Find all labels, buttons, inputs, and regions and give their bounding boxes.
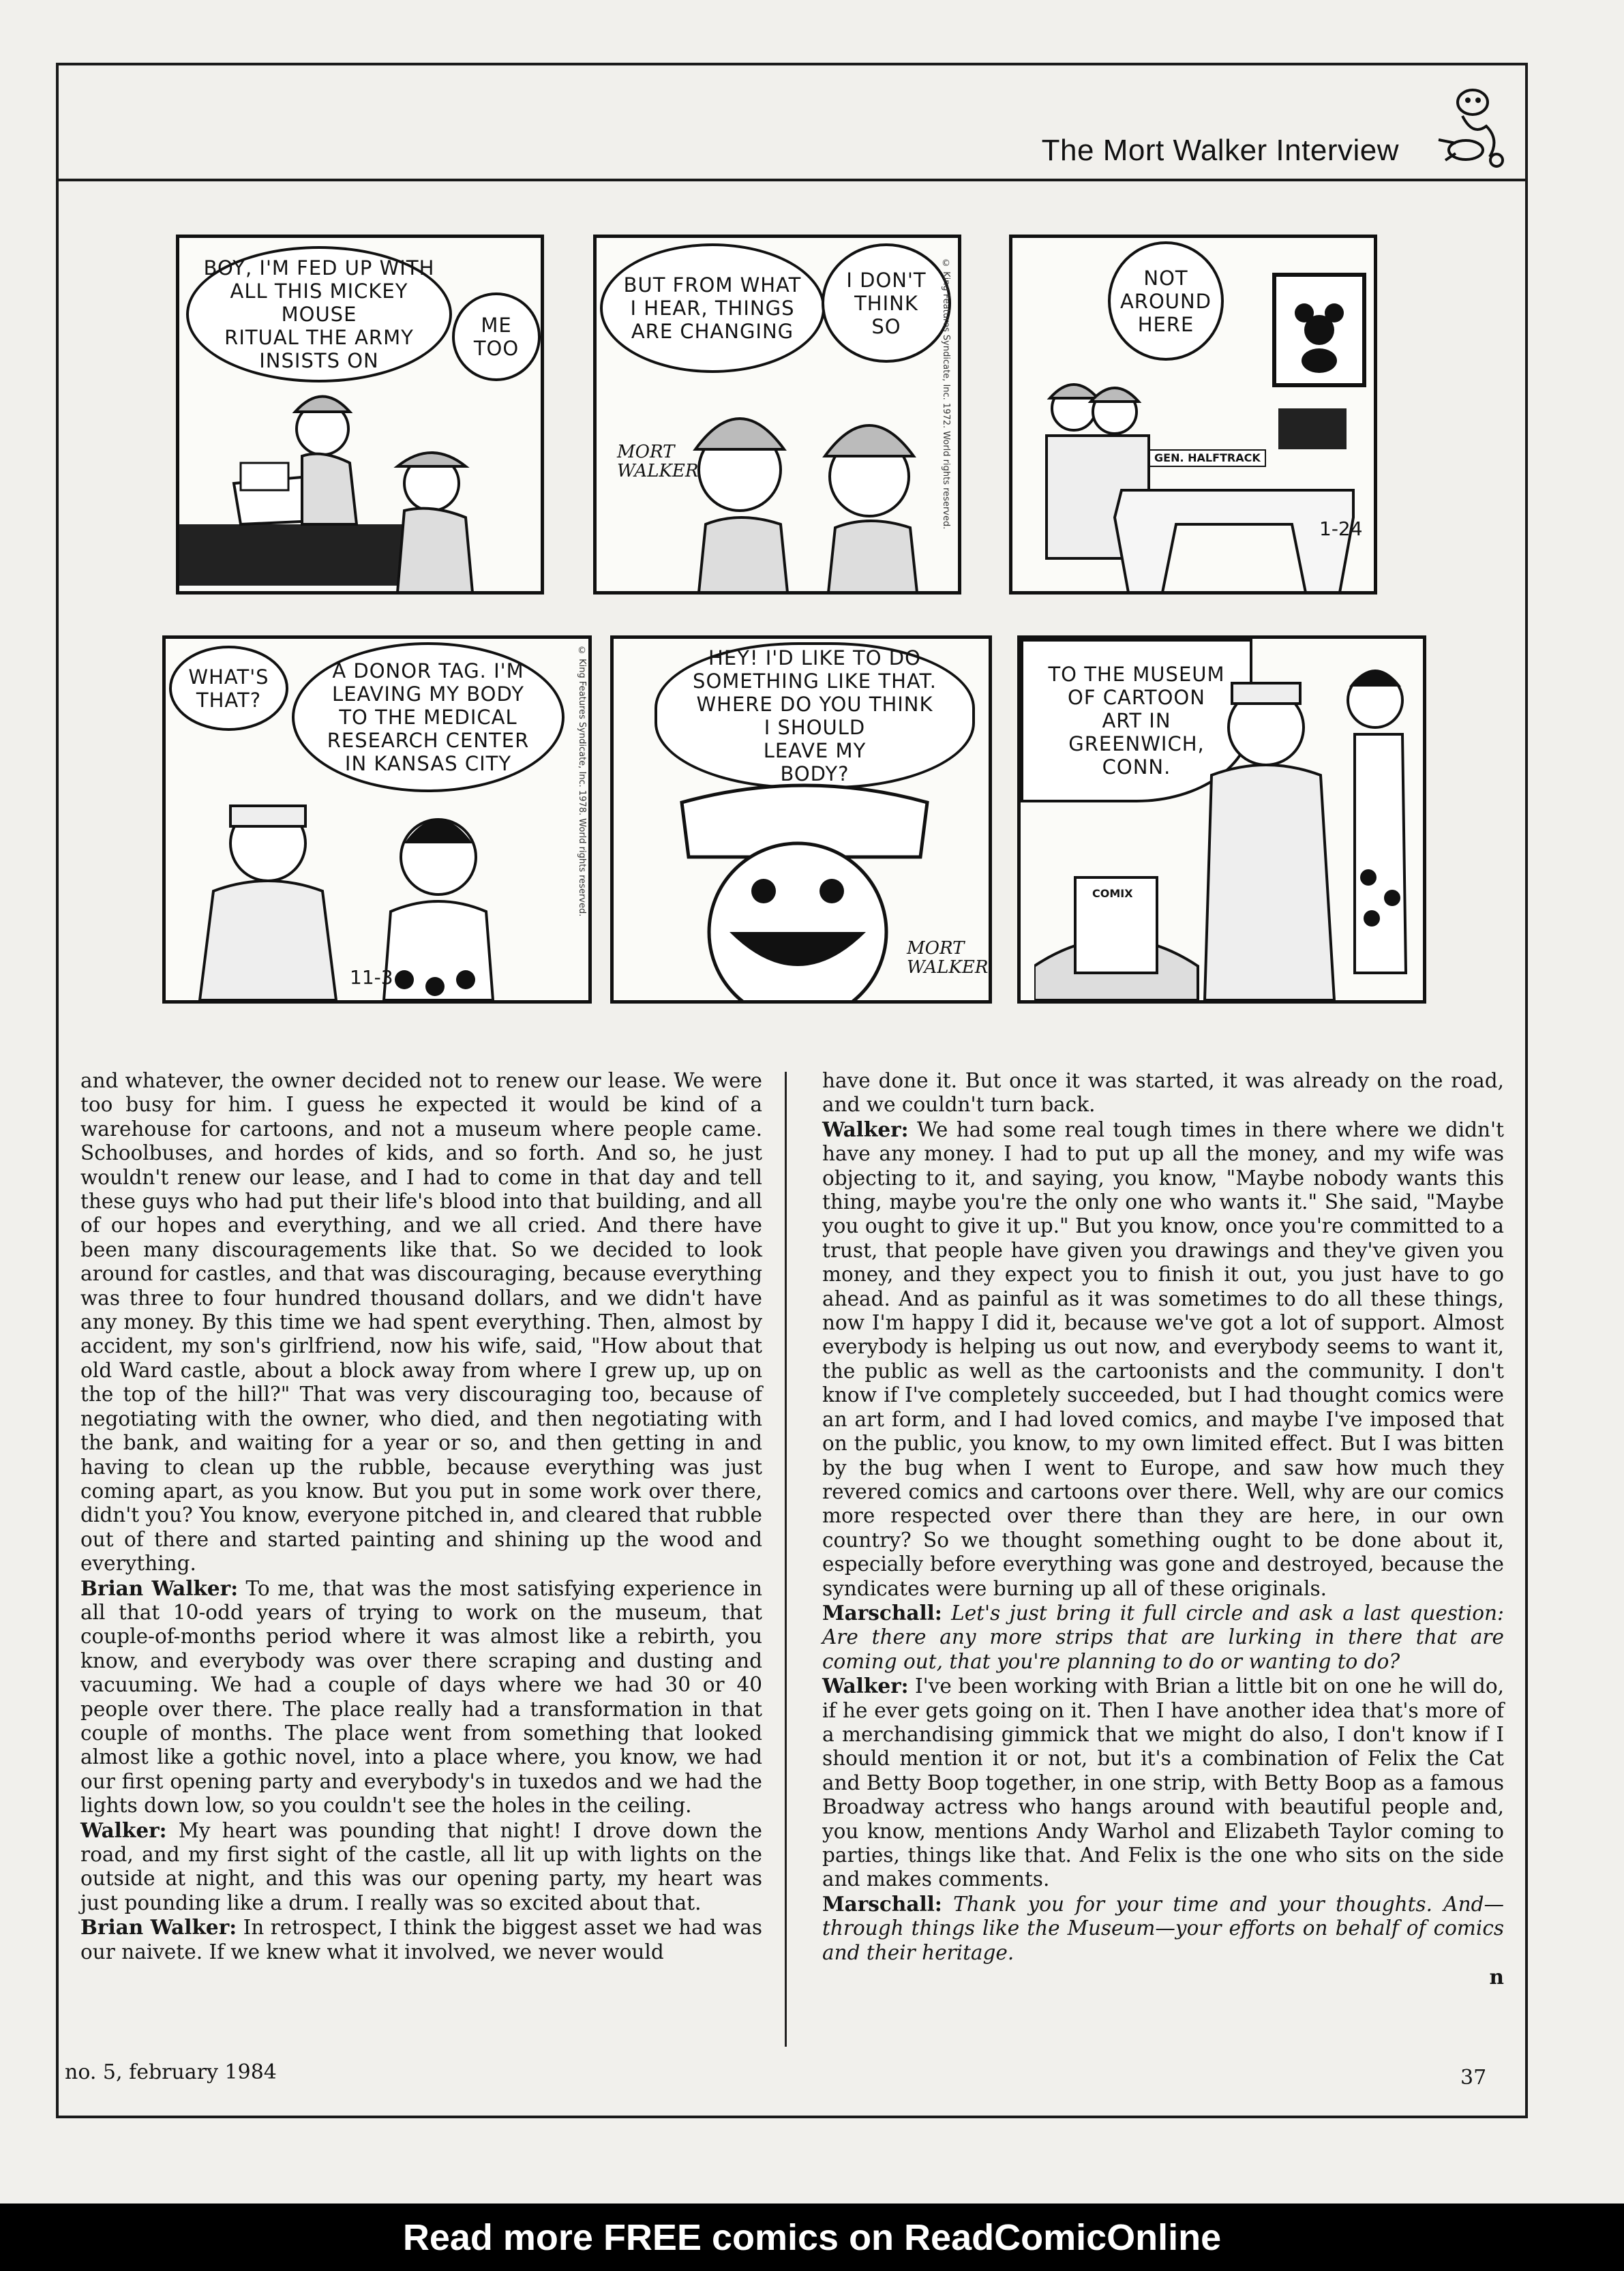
speaker-name: Brian Walker: [80,1576,239,1600]
paragraph-text: I've been working with Brian a little bit on one he will do, if he ever gets going on it. Then I have another idea that's more of a merchandising gimmick that we might do also, I don't know if I should mention it or not, but it's a combination of Felix the Cat and Betty Boop together, in one strip, with Betty Boop as a famous Broadway actress who hangs around with beautiful people and, you know, mentions Andy Warhol and Elizabeth Taylor coming to parties, things like that. And Felix is the one who sits on the side and makes comments. [822,1674,1504,1891]
speaker-name: Brian Walker: [80,1915,237,1940]
speech-balloon: ME TOO [452,292,541,381]
article-paragraph [822,1069,1504,1117]
speech-balloon: A DONOR TAG. I'M LEAVING MY BODY TO THE MEDICAL RESEARCH CENTER IN KANSAS CITY [292,642,565,792]
page-header-title: The Mort Walker Interview [1041,134,1399,167]
speech-balloon: TO THE MUSEUM OF CARTOON ART IN GREENWICH, CONN. [1021,639,1252,802]
paragraph-text: Thank you for your time and your thoughts. And—through things like the Museum—your efforts on behalf of comics and their heritage. [822,1892,1504,1964]
copyright-notice: © King Features Syndicate, Inc. 1978. World rights reserved. [577,646,587,917]
artist-signature: MORT WALKER [617,442,699,481]
promo-banner-text[interactable]: Read more FREE comics on ReadComicOnline [402,2216,1222,2258]
strip1-panel-1 [176,235,544,595]
promo-banner[interactable] [0,2204,1624,2271]
generals-desk-drawing [1033,367,1374,592]
speech-balloon: BUT FROM WHAT I HEAR, THINGS ARE CHANGING [600,243,825,373]
copyright-notice: © King Features Syndicate, Inc. 1972. World rights reserved. [941,258,951,530]
page-number: 37 [1460,2066,1487,2090]
article-column-left [80,1069,762,1964]
speech-balloon: I DON'T THINK SO [822,243,951,363]
strip2-panel-2 [610,635,992,1004]
article-paragraph [80,1576,762,1818]
article-paragraph [80,1069,762,1576]
paragraph-text: To me, that was the most satisfying experience in all that 10-odd years of trying to work on the museum, that couple-of-months period where it was almost like a rebirth, you know, and everybody was over there scraping and dusting and vacuuming. We had a couple of days where we had 30 or 40 people over there. The place really had a transformation in that couple of months. The place went from something that looked almost like a gothic novel, into a place where, you know, we had our first opening party and everybody's in tuxedos and we had the lights down low, so you couldn't see the holes in the ceiling. [80,1576,763,1818]
paragraph-text: In retrospect, I think the biggest asset we had was our naivete. If we knew what it involved, we never would [80,1916,762,1964]
strip-date: 1-24 [1319,517,1363,540]
strip2-panel-1 [162,635,592,1004]
paragraph-text: have done it. But once it was started, it was already on the road, and we couldn't turn back. [822,1069,1504,1117]
article-paragraph [822,1892,1504,1965]
article-paragraph [822,1601,1504,1674]
speech-balloon: WHAT'S THAT? [169,646,288,731]
speaker-name: Walker: [80,1818,167,1842]
speaker-name: Marschall: [822,1891,942,1916]
article-paragraph [822,1674,1504,1892]
article-paragraph [822,1117,1504,1601]
speech-balloon: HEY! I'D LIKE TO DO SOMETHING LIKE THAT. WHERE DO YOU THINK I SHOULD LEAVE MY BODY? [655,642,975,789]
soldier-at-typewriter-drawing [179,374,541,592]
paragraph-text: My heart was pounding that night! I drove down the road, and my first sight of the castle, all lit up with lights on the outside at night, and this was our opening party, my heart was just pounding like a drum. I really was so excited about that. [80,1818,762,1914]
strip2-panel-3 [1017,635,1426,1004]
end-mark: n [1489,1965,1504,1989]
two-soldiers-drawing [665,374,937,592]
column-divider [785,1072,787,2047]
speech-balloon: NOT AROUND HERE [1108,241,1224,361]
strip1-panel-3 [1009,235,1377,595]
paragraph-text: Let's just bring it full circle and ask a last question: Are there any more strips that are lurking in there that are coming out, that you're planning to do or wanting to do? [822,1601,1504,1673]
speech-balloon: BOY, I'M FED UP WITH ALL THIS MICKEY MOUSE RITUAL THE ARMY INSISTS ON [186,246,452,382]
paragraph-text: and whatever, the owner decided not to renew our lease. We were too busy for him. I guess he expected it would be kind of a warehouse for cartoons, and not a museum where people came. Schoolbuses, and hordes of kids, and so forth. And so, he just wouldn't renew our lease, and I had to come in that day and tell these guys who had put their life's blood into that building, and all of our hopes and everything, and we all cried. And there have been many discouragements like that. So we decided to look around for castles, and that was discouraging, because everything was three to four hundred thousand dollars, and we didn't have any money. By this time we had spent everything. Then, almost by accident, my son's girlfriend, now his wife, said, "How about that old Ward castle, about a block away from where I grew up, up on the top of the hill?" That was very discouraging too, because of negotiating with the owner, who died, and then negotiating with the bank, and waiting for a year or so, and then getting in and having to clean up the rubble, because everything was just coming apart, as you know. But you put in some work over there, didn't you? You know, everyone pitched in, and cleared that rubble out of there and started painting and shining up the wood and everything. [80,1069,763,1576]
issue-label: no. 5, february 1984 [65,2060,277,2084]
article-paragraph [80,1915,762,1964]
comic-book-cover-title: COMIX [1092,887,1133,900]
speaker-name: Walker: [822,1117,909,1141]
article-paragraph [80,1818,762,1916]
museum-scene-drawing [1034,652,1423,1000]
strip1-panel-2 [593,235,961,595]
paragraph-text: We had some real tough times in there where we didn't have any money. I had to put up all the money, and my wife was objecting to it, and saying, you know, "Maybe nobody wants this thing, maybe you're the only one who wants it." She said, "Maybe you ought to give it up." But you know, once you're committed to a trust, that people have given you drawings and they've given you money, and they expect you to finish it out, you just have to go ahead. And as painful as it was sometimes to do all these things, now I'm happy I did it, because we've got a lot of support. Almost everybody is helping us out now, and everybody seems to want it, the public as well as the cartoonists and the community. I don't know if I've completely succeeded, but I had thought comics were an art form, and I had loved comics, and maybe I've imposed that on the public, you know, to my own limited effect. But I was bitten by the bug when I went to Europe, and saw how much they revered comics and cartoons over there. Well, why are our comics more respected over there than they are here, in our own country? So we thought something ought to be done about it, especially before everything was gone and destroyed, because the syndicates were burning up all of these originals. [822,1117,1504,1600]
artist-signature: MORT WALKER [907,938,989,978]
header-rule [56,179,1528,181]
strip-date: 11-3 [350,966,393,989]
desk-name-plate: GEN. HALFTRACK [1149,449,1266,467]
speaker-name: Walker: [822,1674,909,1698]
speaker-name: Marschall: [822,1600,942,1625]
cartoon-bug-logo-icon [1425,75,1520,177]
article-column-right [822,1069,1504,1989]
